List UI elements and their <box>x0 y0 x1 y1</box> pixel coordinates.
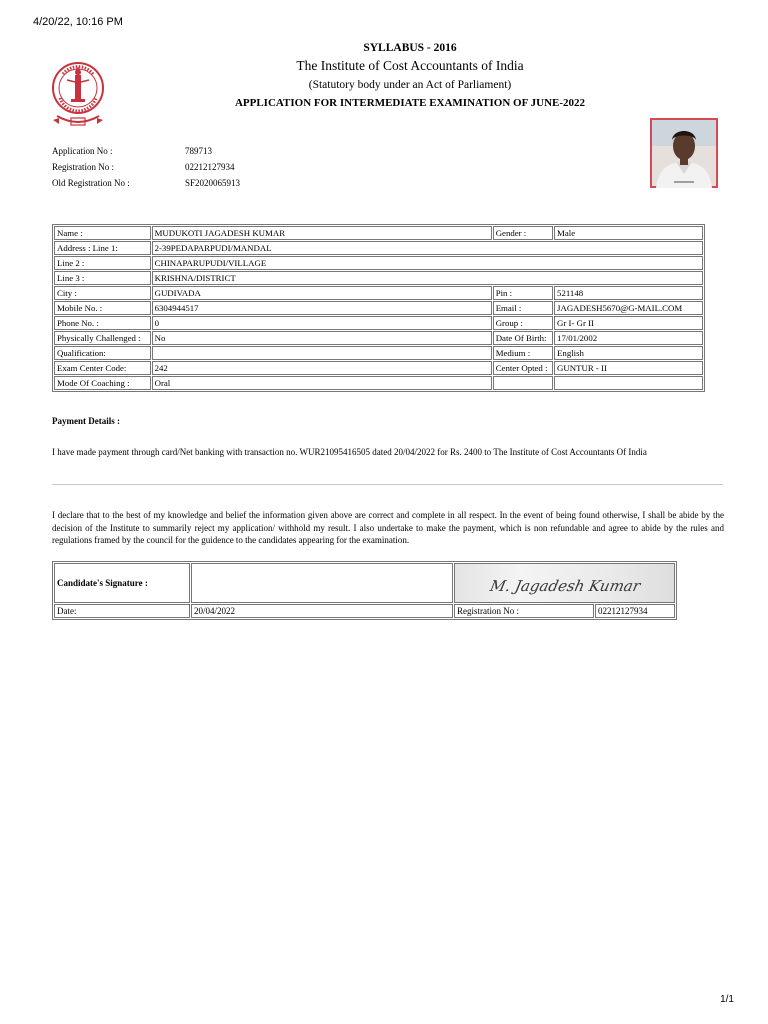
institute-logo <box>51 58 105 132</box>
table-row <box>54 271 703 285</box>
registration-no-row <box>52 162 240 178</box>
application-no-value: 789713 <box>185 146 212 156</box>
phone-label: Phone No. : <box>54 316 151 330</box>
declaration-text: I declare that to the best of my knowledge and belief the information given above are correct and complete in all respect. In the event of being found otherwise, I shall be abide by the decision of the Institute to summarily reject my application/ withhold my result. I also undertake to make the payment, which is non refundable and agree to abide by the rules and regulations framed by the council for the guidence to the candidates appearing for the examination. <box>52 510 724 545</box>
medium-label: Medium : <box>493 346 553 360</box>
table-row <box>54 226 703 240</box>
signature-table <box>52 561 677 620</box>
signature-blank-cell <box>191 563 453 603</box>
city-label: City : <box>54 286 151 300</box>
line2-label: Line 2 : <box>54 256 151 270</box>
group-value: Gr I- Gr II <box>554 316 703 330</box>
syllabus-heading: SYLLABUS - 2016 <box>363 42 457 54</box>
application-no-label: Application No : <box>52 146 113 156</box>
table-row <box>54 563 675 603</box>
table-row <box>54 316 703 330</box>
gender-label: Gender : <box>493 226 553 240</box>
application-title: APPLICATION FOR INTERMEDIATE EXAMINATION OF JUNE-2022 <box>234 97 586 109</box>
signature-stroke <box>455 564 673 602</box>
gender-value: Male <box>554 226 703 240</box>
signature-registration-label: Registration No : <box>454 604 594 618</box>
line2-value: CHINAPARUPUDI/VILLAGE <box>152 256 703 270</box>
medium-value: English <box>554 346 703 360</box>
print-timestamp: 4/20/22, 10:16 PM <box>33 16 123 28</box>
dob-label: Date Of Birth: <box>493 331 553 345</box>
exam-center-value: 242 <box>152 361 492 375</box>
signature-cell <box>454 563 675 603</box>
payment-details-text: I have made payment through card/Net banking with transaction no. WUR21095416505 dated 20/04/2022 for Rs. 2400 to The Institute of Cost Accountants Of India <box>52 447 647 457</box>
mobile-value: 6304944517 <box>152 301 492 315</box>
payment-details-title: Payment Details : <box>52 416 120 426</box>
page-number: 1/1 <box>720 994 734 1005</box>
candidate-photo <box>650 118 718 188</box>
email-value: JAGADESH5670@G-MAIL.COM <box>554 301 703 315</box>
name-label: Name : <box>54 226 151 240</box>
divider <box>52 484 723 485</box>
signature-handwriting: M. Jagadesh Kumar <box>488 577 642 595</box>
empty-cell <box>554 376 703 390</box>
qualification-value <box>152 346 492 360</box>
empty-cell <box>493 376 553 390</box>
institute-name: The Institute of Cost Accountants of India <box>296 58 524 73</box>
table-row <box>54 604 675 618</box>
table-row <box>54 301 703 315</box>
dob-value: 17/01/2002 <box>554 331 703 345</box>
signature-image <box>455 564 674 602</box>
line3-value: KRISHNA/DISTRICT <box>152 271 703 285</box>
physically-challenged-label: Physically Challenged : <box>54 331 151 345</box>
date-label: Date: <box>54 604 190 618</box>
table-row <box>54 256 703 270</box>
coaching-label: Mode Of Coaching : <box>54 376 151 390</box>
city-value: GUDIVADA <box>152 286 492 300</box>
table-row <box>54 286 703 300</box>
address1-label: Address : Line 1: <box>54 241 151 255</box>
statutory-note: (Statutory body under an Act of Parliament) <box>308 79 512 91</box>
old-registration-no-value: SF2020065913 <box>185 178 241 188</box>
pin-label: Pin : <box>493 286 553 300</box>
coaching-value: Oral <box>152 376 492 390</box>
application-no-row <box>52 146 240 162</box>
old-registration-no-row <box>52 178 240 194</box>
table-row <box>54 376 703 390</box>
signature-registration-value: 02212127934 <box>595 604 675 618</box>
qualification-label: Qualification: <box>54 346 151 360</box>
registration-no-label: Registration No : <box>52 162 114 172</box>
mobile-label: Mobile No. : <box>54 301 151 315</box>
old-registration-no-label: Old Registration No : <box>52 178 130 188</box>
email-label: Email : <box>493 301 553 315</box>
line3-label: Line 3 : <box>54 271 151 285</box>
table-row <box>54 346 703 360</box>
table-row <box>54 361 703 375</box>
center-opted-value: GUNTUR - II <box>554 361 703 375</box>
date-value: 20/04/2022 <box>191 604 453 618</box>
table-row <box>54 331 703 345</box>
application-info <box>52 146 240 194</box>
name-value: MUDUKOTI JAGADESH KUMAR <box>152 226 492 240</box>
address1-value: 2-39PEDAPARPUDI/MANDAL <box>152 241 703 255</box>
group-label: Group : <box>493 316 553 330</box>
physically-challenged-value: No <box>152 331 492 345</box>
signature-label: Candidate's Signature : <box>54 563 190 603</box>
pin-value: 521148 <box>554 286 703 300</box>
exam-center-label: Exam Center Code: <box>54 361 151 375</box>
table-row <box>54 241 703 255</box>
candidate-details-table <box>52 224 705 392</box>
registration-no-value: 02212127934 <box>185 162 235 172</box>
center-opted-label: Center Opted : <box>493 361 553 375</box>
phone-value: 0 <box>152 316 492 330</box>
